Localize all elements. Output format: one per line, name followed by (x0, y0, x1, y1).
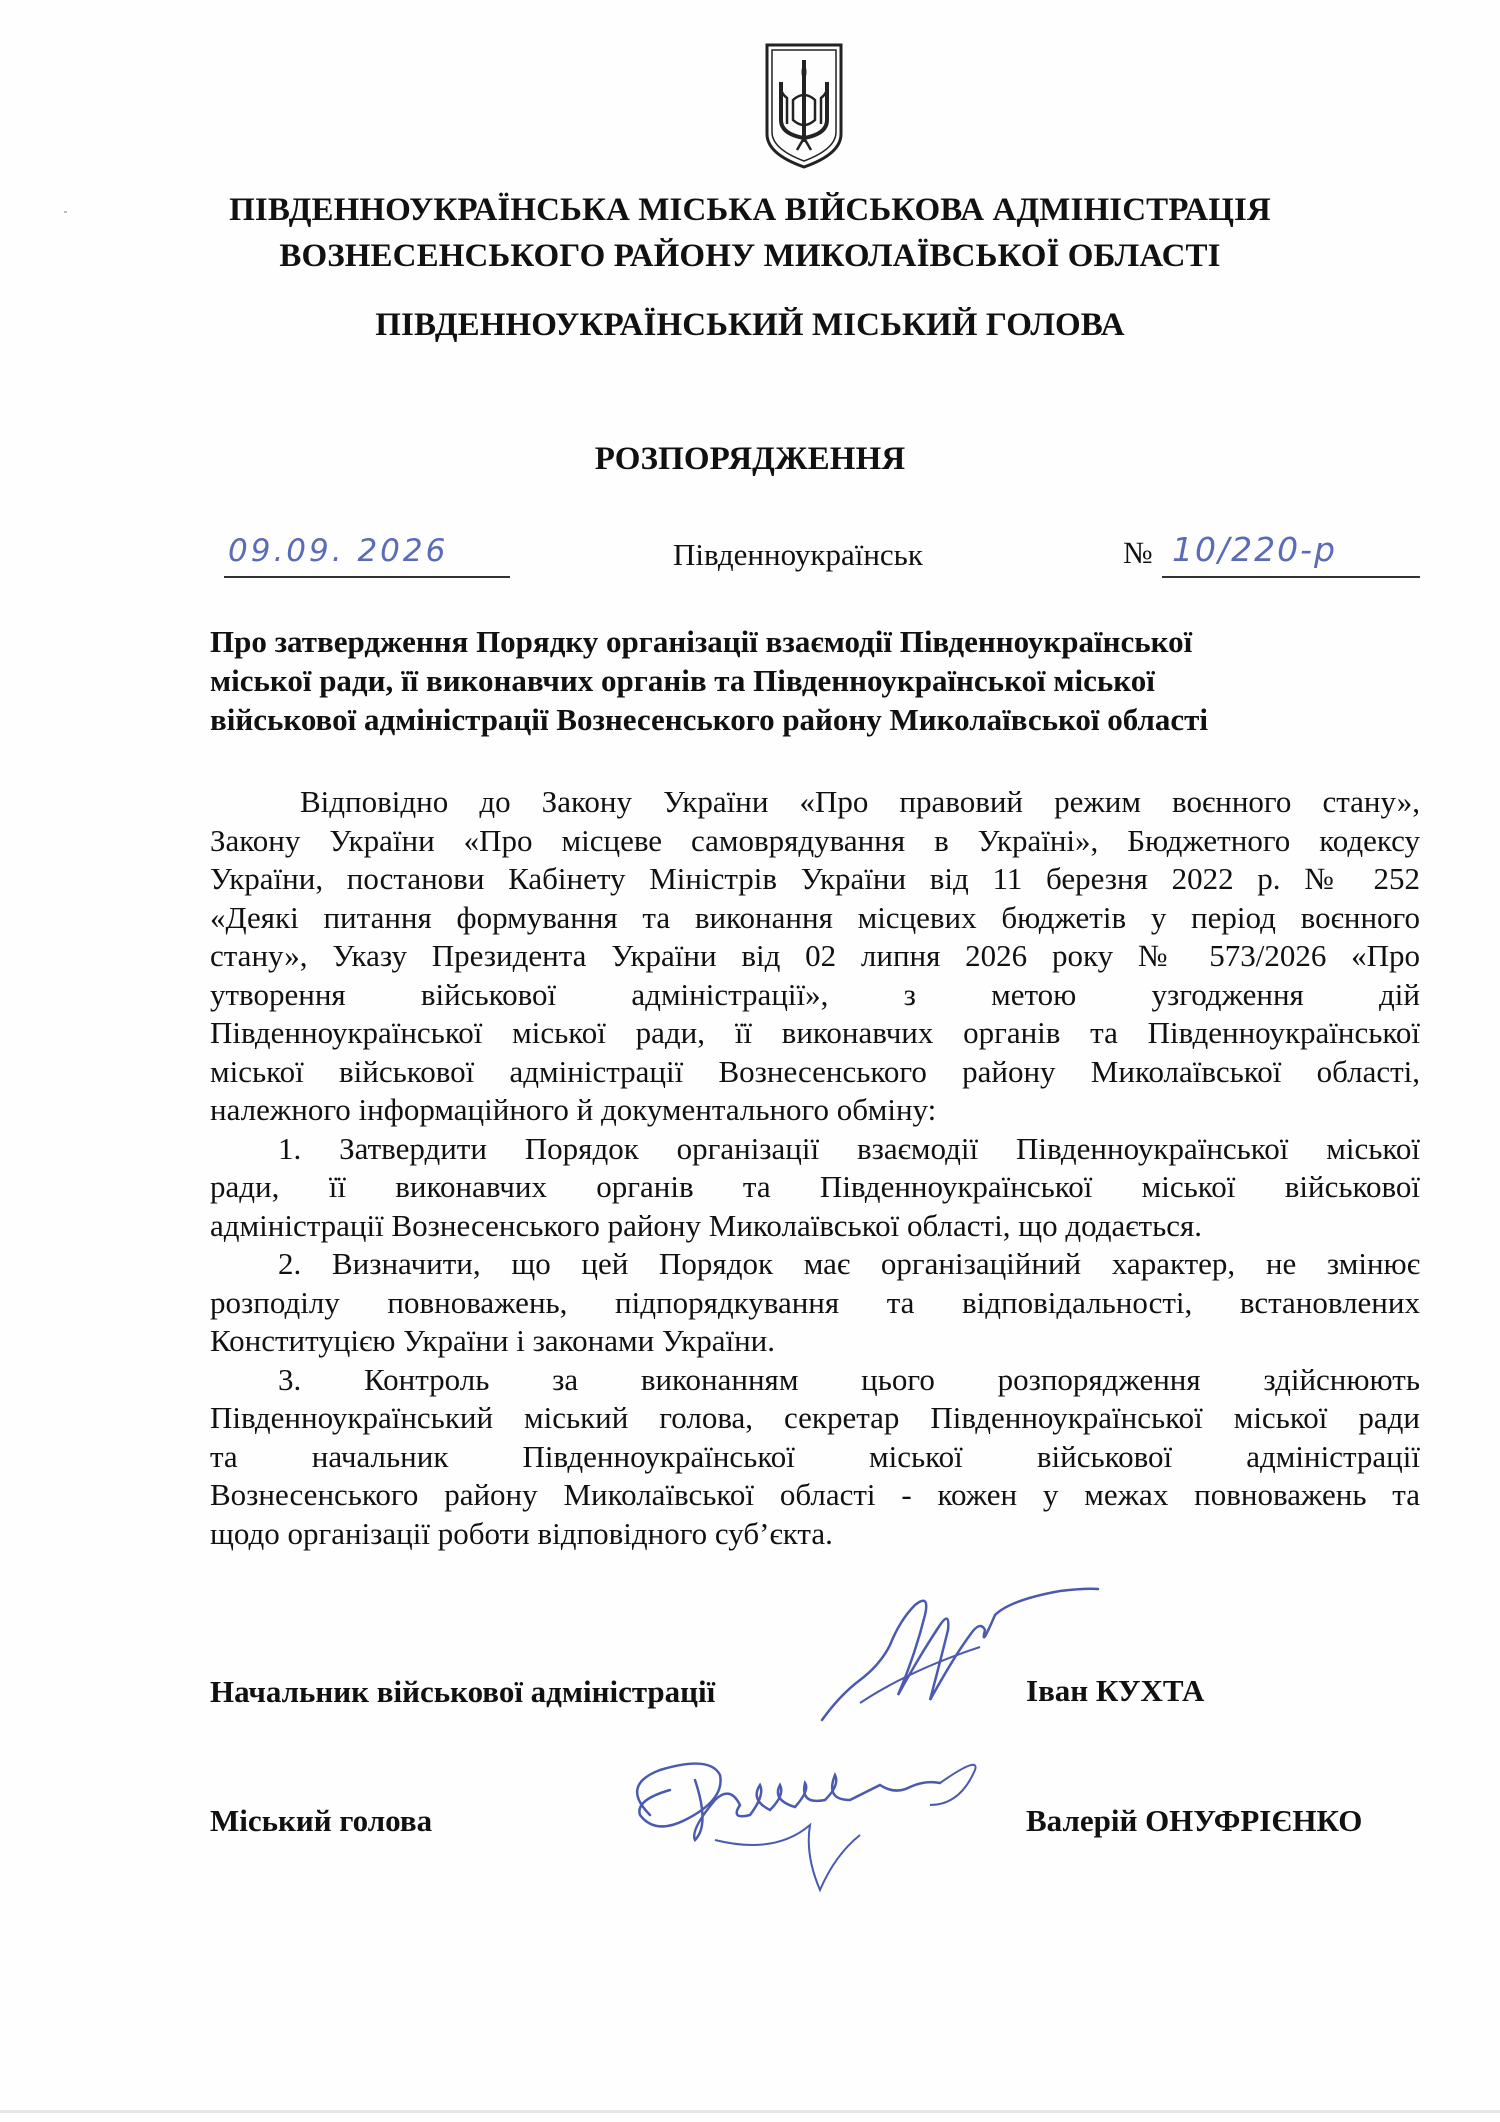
item-2-line: Конституцією України і законами України. (210, 1323, 776, 1358)
document-subject (210, 622, 1420, 739)
handwritten-signature-2 (600, 1745, 1020, 1895)
item-2-line: розподілу повноважень, підпорядкування та відповідальності, встановлених (210, 1284, 1420, 1320)
preamble-line: Закону України «Про місцеве самоврядування в Україні», Бюджетного кодексу (210, 822, 1420, 858)
item-1-line: адміністрації Вознесенського району Миколаївської області, що додається. (210, 1207, 1202, 1243)
handwritten-signature-1 (820, 1585, 1100, 1725)
preamble-line: міської військової адміністрації Вознесенського району Миколаївської області, (210, 1053, 1420, 1089)
preamble-line: стану», Указу Президента України від 02 липня 2026 року № 573/2026 «Про (210, 938, 1420, 973)
item-1-line: ради, її виконавчих органів та Південноукраїнської міської військової (210, 1169, 1420, 1204)
item-3-line: 3. Контроль за виконанням цього розпорядження здійснюють (278, 1361, 1420, 1397)
item-3-line: Південноукраїнський міський голова, секретар Південноукраїнської міської ради (210, 1400, 1420, 1435)
org-name-line-1: ПІВДЕННОУКРАЇНСЬКА МІСЬКА ВІЙСЬКОВА АДМІНІСТРАЦІЯ (229, 192, 1271, 228)
item-3-line: Вознесенського району Миколаївської області - кожен у межах повноважень та (210, 1477, 1420, 1512)
item-3-line: та начальник Південноукраїнської міської військової адміністрації (210, 1438, 1420, 1474)
subject-line: міської ради, її виконавчих органів та Південноукраїнської міської (210, 663, 1155, 698)
subject-line: Про затвердження Порядку організації взаємодії Південноукраїнської (210, 624, 1193, 659)
signatory-2-name: Валерій ОНУФРІЄНКО (1026, 1803, 1363, 1838)
signatory-1-name: Іван КУХТА (1026, 1673, 1205, 1708)
item-1-line: 1. Затвердити Порядок організації взаємодії Південноукраїнської міської (278, 1130, 1420, 1166)
document-title: РОЗПОРЯДЖЕННЯ (594, 441, 906, 477)
preamble-line: належного інформаційного й документального обміну: (210, 1092, 937, 1127)
coat-of-arms-trident-icon (763, 42, 845, 170)
document-number: 10/220-р (1172, 530, 1337, 569)
signatory-2-title: Міський голова (210, 1803, 433, 1838)
preamble-line: України, постанови Кабінету Міністрів України від 11 березня 2022 р. № 252 (210, 861, 1420, 896)
subject-line: військової адміністрації Вознесенського району Миколаївської області (210, 702, 1209, 737)
preamble-line: Південноукраїнської міської ради, її виконавчих органів та Південноукраїнської (210, 1015, 1420, 1050)
org-name-line-2: ВОЗНЕСЕНСЬКОГО РАЙОНУ МИКОЛАЇВСЬКОЇ ОБЛАСТІ (279, 238, 1221, 274)
official-title: ПІВДЕННОУКРАЇНСЬКИЙ МІСЬКИЙ ГОЛОВА (375, 307, 1125, 343)
item-3-line: щодо організації роботи відповідного суб’єкта. (210, 1515, 833, 1551)
scan-edge (0, 2110, 1500, 2113)
number-sign: № (1123, 535, 1153, 570)
preamble-line: утворення військової адміністрації», з метою узгодження дій (210, 976, 1420, 1012)
signatory-1-title: Начальник військової адміністрації (210, 1674, 716, 1709)
document-body (210, 783, 1420, 1553)
document-city: Південноукраїнськ (673, 537, 923, 572)
preamble-line: Відповідно до Закону України «Про правовий режим воєнного стану», (300, 784, 1420, 819)
document-date: 09.09. 2026 (228, 533, 449, 569)
preamble-line: «Деякі питання формування та виконання місцевих бюджетів у період воєнного (210, 899, 1420, 935)
item-2-line: 2. Визначити, що цей Порядок має організаційний характер, не змінює (278, 1246, 1420, 1281)
